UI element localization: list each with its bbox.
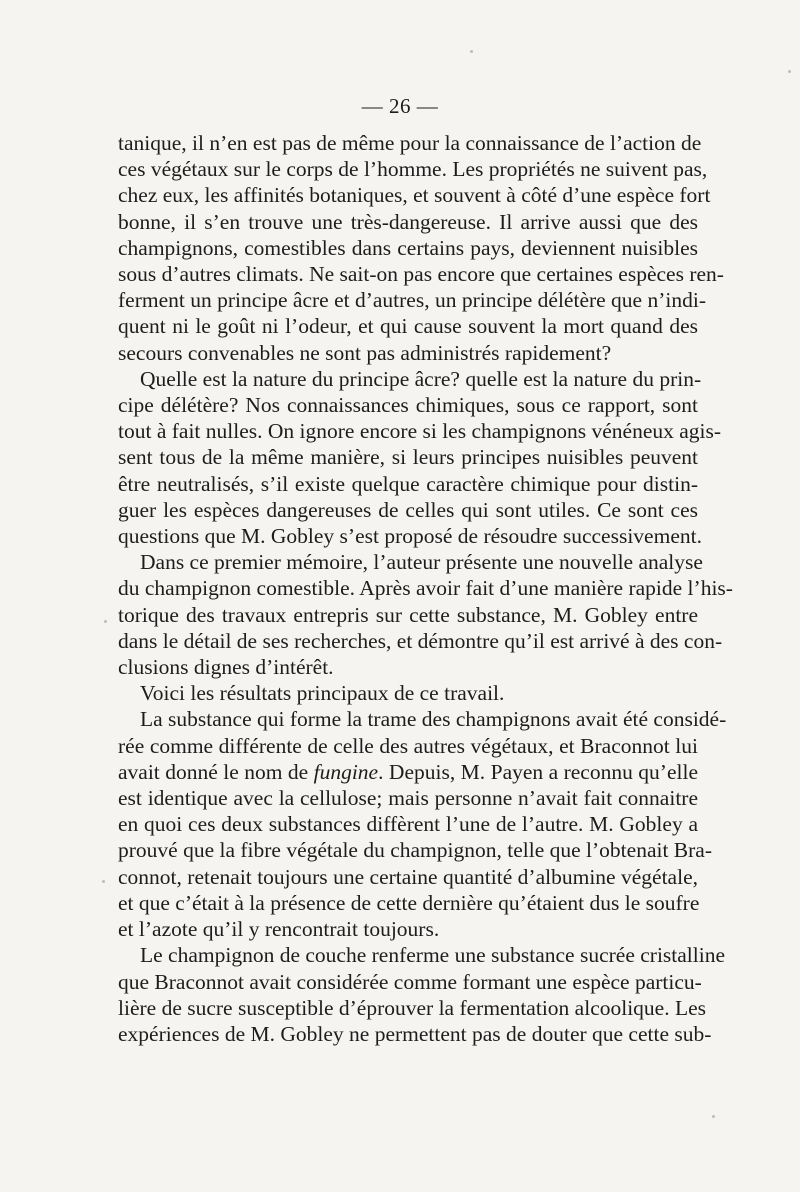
italic-term: fungine	[313, 759, 379, 784]
text-line: secours convenables ne sont pas administrés rapidement?	[118, 340, 612, 365]
body-text	[118, 130, 733, 1047]
paper-speck	[104, 620, 107, 623]
text-line: et l’azote qu’il y rencontrait toujours.	[118, 917, 440, 942]
text-line: prouvé que la fibre végétale du champignon, telle que l’obtenait Bra-	[118, 838, 713, 863]
text-line: clusions dignes d’intérêt.	[118, 655, 334, 680]
text-line: chez eux, les affinités botaniques, et souvent à côté d’une espèce fort	[118, 183, 711, 208]
text-line: ces végétaux sur le corps de l’homme. Les propriétés ne suivent pas,	[118, 157, 708, 182]
text-line: quent ni le goût ni l’odeur, et qui cause souvent la mort quand des	[118, 314, 698, 339]
text-line: et que c’était à la présence de cette dernière qu’étaient dus le soufre	[118, 890, 700, 915]
text-line: tanique, il n’en est pas de même pour la connaissance de l’action de	[118, 131, 702, 155]
text-line: être neutralisés, s’il existe quelque caractère chimique pour distin-	[118, 471, 698, 496]
text-line: champignons, comestibles dans certains pays, deviennent nuisibles	[118, 235, 698, 260]
text-line: Le champignon de couche renferme une substance sucrée cristalline	[140, 943, 726, 968]
text-line: sent tous de la même manière, si leurs principes nuisibles peuvent	[118, 445, 698, 470]
text-line: torique des travaux entrepris sur cette substance, M. Gobley entre	[118, 602, 698, 627]
text-line: expériences de M. Gobley ne permettent pas de douter que cette sub-	[118, 1021, 712, 1046]
paragraph-3	[118, 549, 733, 680]
text-line: dans le détail de ses recherches, et démontre qu’il est arrivé à des con-	[118, 628, 723, 653]
paragraph-6	[118, 942, 726, 1047]
page-number: — 26 —	[361, 94, 439, 118]
text-line: tout à fait nulles. On ignore encore si les champignons vénéneux agis-	[118, 419, 722, 444]
paragraph-4	[118, 680, 698, 706]
text-line: Voici les résultats principaux de ce travail.	[140, 681, 505, 706]
paragraph-5	[118, 706, 727, 942]
paper-speck	[102, 880, 105, 883]
text-line: que Braconnot avait considérée comme formant une espèce particu-	[118, 969, 702, 994]
text-line: du champignon comestible. Après avoir fait d’une manière rapide l’his-	[118, 576, 733, 601]
text-line: bonne, il s’en trouve une très-dangereuse. Il arrive aussi que des	[118, 209, 698, 234]
paragraph-1	[118, 130, 724, 366]
text-line: cipe délétère? Nos connaissances chimiques, sous ce rapport, sont	[118, 393, 698, 418]
text-line: Quelle est la nature du principe âcre? quelle est la nature du prin-	[140, 366, 702, 391]
text-line: La substance qui forme la trame des champignons avait été considé-	[140, 707, 727, 732]
paragraph-2	[118, 366, 722, 549]
text-line: questions que M. Gobley s’est proposé de résoudre successivement.	[118, 524, 702, 549]
text-line: est identique avec la cellulose; mais personne n’avait fait connaitre	[118, 786, 698, 811]
paper-speck	[788, 70, 791, 73]
text-line: Dans ce premier mémoire, l’auteur présente une nouvelle analyse	[140, 550, 703, 575]
text-line: connot, retenait toujours une certaine quantité d’albumine végétale,	[118, 864, 698, 889]
text-line: en quoi ces deux substances diffèrent l’une de l’autre. M. Gobley a	[118, 812, 698, 837]
paper-speck	[470, 50, 473, 53]
text-line: sous d’autres climats. Ne sait-on pas encore que certaines espèces ren-	[118, 262, 724, 287]
text-line: guer les espèces dangereuses de celles qui sont utiles. Ce sont ces	[118, 497, 698, 522]
paper-speck	[712, 1115, 715, 1118]
text-line: lière de sucre susceptible d’éprouver la fermentation alcoolique. Les	[118, 995, 707, 1020]
text-line: ferment un principe âcre et d’autres, un principe délétère que n’indi-	[118, 288, 706, 313]
text-line: rée comme différente de celle des autres végétaux, et Braconnot lui	[118, 733, 698, 758]
text-line-with-italic: avait donné le nom de fungine. Depuis, M. Payen a reconnu qu’elle	[118, 759, 698, 784]
